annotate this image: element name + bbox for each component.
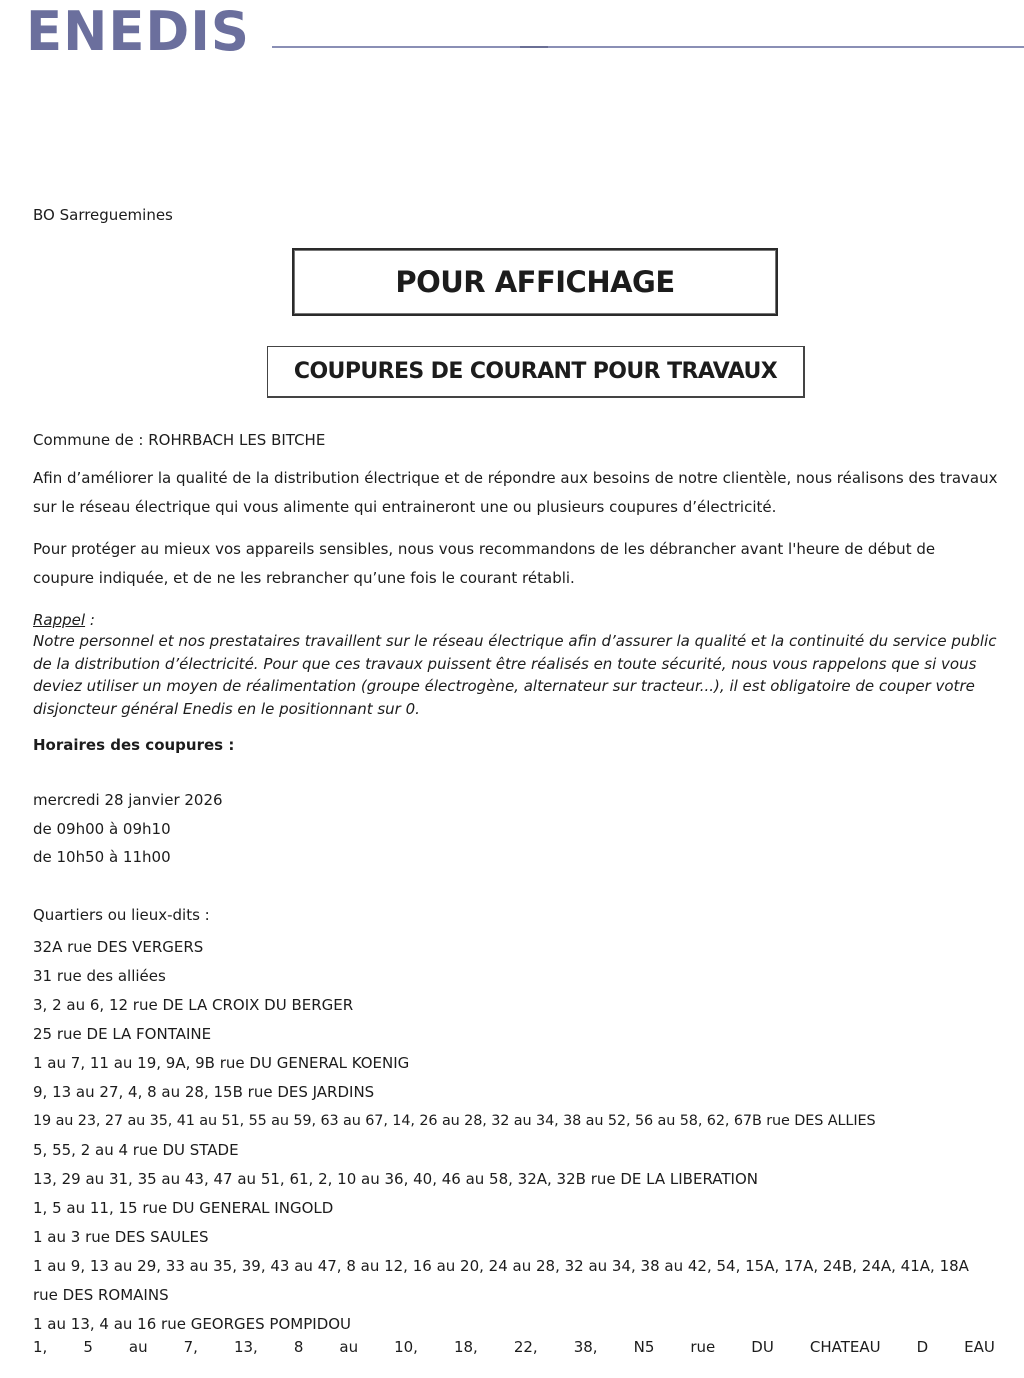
intro-paragraph: Afin d’améliorer la qualité de la distribution électrique et de répondre aux besoins de notre clientèle, nous réalisons des travaux sur le réseau électrique qui vous alimente qui entraineront une ou plusieurs coupures d’électricité. [33, 469, 998, 516]
header-rule-mark [520, 46, 548, 52]
street-item: 1, 5 au 11, 15 rue DU GENERAL INGOLD [33, 1199, 334, 1217]
word: 7, [183, 1338, 198, 1356]
word: au [128, 1338, 148, 1356]
enedis-logo [26, 2, 256, 58]
word: D [916, 1338, 929, 1356]
street-list [33, 933, 998, 1339]
rappel-title: Rappel [33, 611, 86, 629]
street-item: 25 rue DE LA FONTAINE [33, 1025, 212, 1043]
street-item: 9, 13 au 27, 4, 8 au 28, 15B rue DES JARDINS [33, 1083, 375, 1101]
banner-affichage [292, 248, 778, 316]
word: au [339, 1338, 359, 1356]
word: 38, [573, 1338, 598, 1356]
word: 8 [293, 1338, 304, 1356]
word: 13, [233, 1338, 258, 1356]
header-rule [272, 46, 1024, 48]
word: 5 [83, 1338, 93, 1356]
word: EAU [964, 1338, 995, 1356]
schedule-slot: de 10h50 à 11h00 [33, 848, 171, 866]
word: DU [751, 1338, 774, 1356]
word: rue [690, 1338, 716, 1356]
rappel-colon: : [85, 611, 95, 629]
schedule-title: Horaires des coupures : [33, 736, 235, 754]
schedule-slot: de 09h00 à 09h10 [33, 820, 171, 838]
street-item: 1 au 13, 4 au 16 rue GEORGES POMPIDOU [33, 1315, 352, 1333]
banner-title: POUR AFFICHAGE [395, 265, 675, 299]
street-item: 3, 2 au 6, 12 rue DE LA CROIX DU BERGER [33, 996, 354, 1014]
commune-line: Commune de : ROHRBACH LES BITCHE [33, 431, 326, 449]
word: 1, [33, 1338, 48, 1356]
schedule-date: mercredi 28 janvier 2026 [33, 791, 223, 809]
word: 22, [513, 1338, 538, 1356]
street-item: 19 au 23, 27 au 35, 41 au 51, 55 au 59, 63 au 67, 14, 26 au 28, 32 au 34, 38 au 52, 56 au 58, 62, 67B rue DES ALLIES [33, 1113, 876, 1129]
logo-text: ENEDIS [26, 2, 250, 58]
advice-paragraph: Pour protéger au mieux vos appareils sensibles, nous vous recommandons de les débrancher avant l'heure de début de coupure indiquée, et de ne les rebrancher qu’une fois le courant rétabli. [33, 540, 936, 587]
word: 10, [394, 1338, 418, 1356]
word: N5 [633, 1338, 655, 1356]
locations-title: Quartiers ou lieux-dits : [33, 906, 210, 924]
rappel-text: Notre personnel et nos prestataires travaillent sur le réseau électrique afin d’assurer la qualité et la continuité du service public de la distribution d’électricité. Pour que ces travaux puissent être réalisés en toute sécurité, nous vous rappelons que si vous deviez utiliser un moyen de réalimentation (groupe électrogène, alternateur sur tracteur...), il est obligatoire de couper votre disjoncteur général Enedis en le positionnant sur 0. [33, 632, 997, 718]
street-item: 31 rue des alliées [33, 967, 166, 985]
street-item-partial [33, 1337, 995, 1357]
banner-coupures [267, 346, 805, 398]
rappel-heading [33, 610, 95, 630]
word: 18, [453, 1338, 478, 1356]
banner-subtitle: COUPURES DE COURANT POUR TRAVAUX [293, 359, 778, 384]
street-item: 1 au 7, 11 au 19, 9A, 9B rue DU GENERAL KOENIG [33, 1054, 410, 1072]
street-item: 32A rue DES VERGERS [33, 938, 204, 956]
street-item: 1 au 3 rue DES SAULES [33, 1228, 209, 1246]
street-item: 13, 29 au 31, 35 au 43, 47 au 51, 61, 2, 10 au 36, 40, 46 au 58, 32A, 32B rue DE LA LIBERATION [33, 1170, 758, 1188]
street-item: 1 au 9, 13 au 29, 33 au 35, 39, 43 au 47, 8 au 12, 16 au 20, 24 au 28, 32 au 34, 38 au 42, 54, 15A, 17A, 24B, 24A, 41A, 18A rue DES ROMAINS [33, 1257, 969, 1304]
word: CHATEAU [809, 1338, 881, 1356]
street-item: 5, 55, 2 au 4 rue DU STADE [33, 1141, 239, 1159]
sender-office: BO Sarreguemines [33, 206, 173, 224]
